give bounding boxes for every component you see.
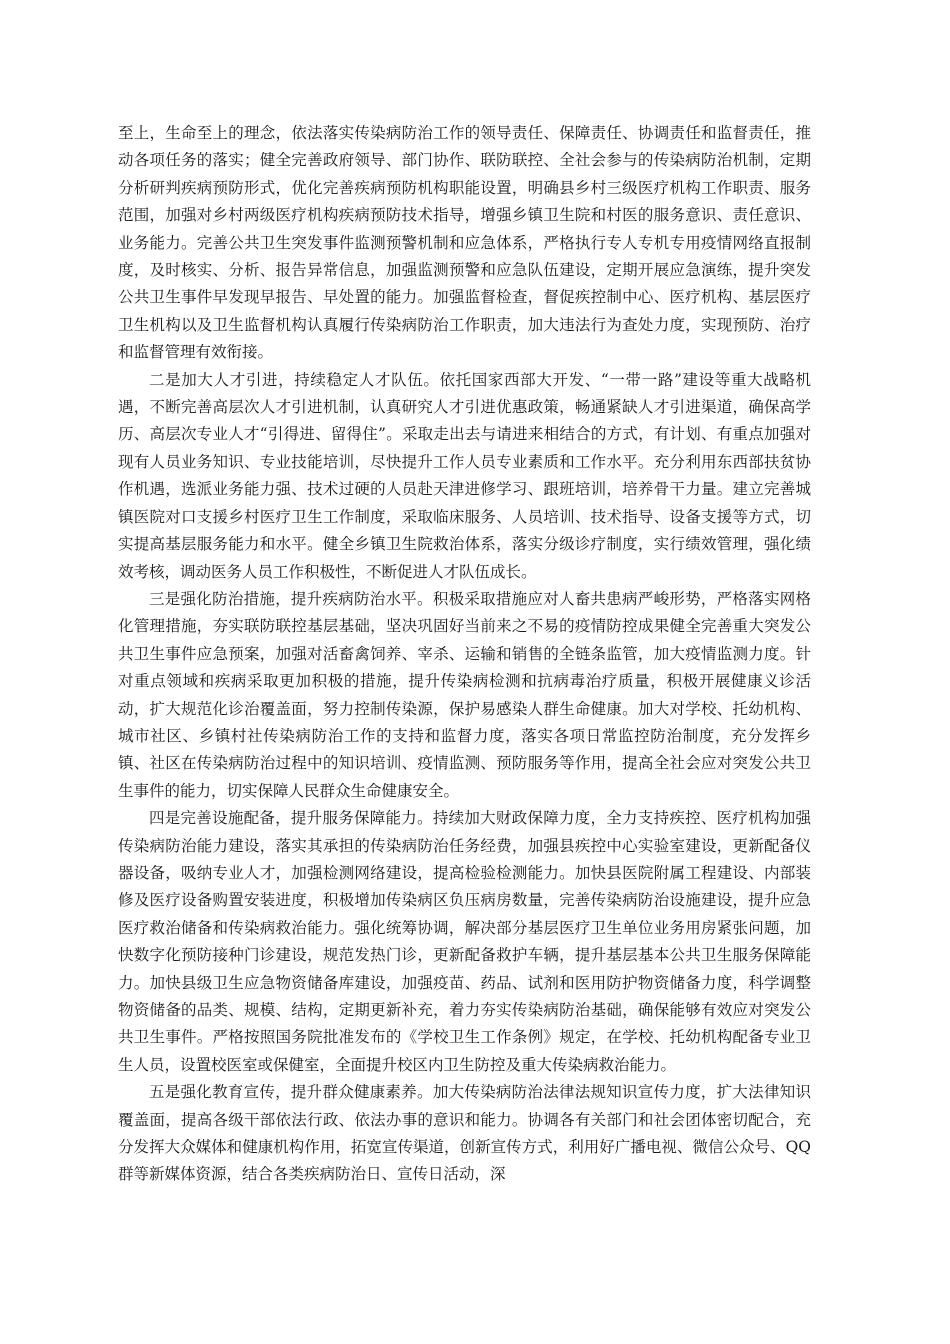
- paragraph-education: 五是强化教育宣传，提升群众健康素养。加大传染病防治法律法规知识宣传力度，扩大法律知识覆盖面，提高各级干部依法行政、依法办事的意识和能力。协调各有关部门和社会团体密切配合，充分发挥大众媒体和健康机构作用，拓宽宣传渠道，创新宣传方式，利用好广播电视、微信公众号、QQ群等新媒体资源，结合各类疾病防治日、宣传日活动，深: [118, 1083, 811, 1184]
- paragraph-prevention: 三是强化防治措施，提升疾病防治水平。积极采取措施应对人畜共患病严峻形势，严格落实网格化管理措施，夯实联防联控基层基础，坚决巩固好当前来之不易的疫情防控成果健全完善重大突发公共卫生事件应急预案，加强对活畜禽饲养、宰杀、运输和销售的全链条监管，加大疫情监测力度。针对重点领域和疾病采取更加积极的措施，提升传染病检测和抗病毒治疗质量，积极开展健康义诊活动，扩大规范化诊治覆盖面，努力控制传染源，保护易感染人群生命健康。加大对学校、托幼机构、城市社区、乡镇村社传染病防治工作的支持和监督力度，落实各项日常监控防治制度，充分发挥乡镇、社区在传染病防治过程中的知识培训、疫情监测、预防服务等作用，提高全社会应对突发公共卫生事件的能力，切实保障人民群众生命健康安全。: [118, 589, 811, 800]
- paragraph-facilities: 四是完善设施配备，提升服务保障能力。持续加大财政保障力度，全力支持疾控、医疗机构加强传染病防治能力建设，落实其承担的传染病防治任务经费，加强县疾控中心实验室建设，更新配备仪器设备，吸纳专业人才，加强检测网络建设，提高检验检测能力。加快县医院附属工程建设、内部装修及医疗设备购置安装进度，积极增加传染病区负压病房数量，完善传染病防治设施建设，提升应急医疗救治储备和传染病救治能力。强化统筹协调，解决部分基层医疗卫生单位业务用房紧张问题，加快数字化预防接种门诊建设，规范发热门诊，更新配备救护车辆，提升基层基本公共卫生服务保障能力。加快县级卫生应急物资储备库建设，加强疫苗、药品、试剂和医用防护物资储备力度，科学调整物资储备的品类、规模、结构，定期更新补充，着力夯实传染病防治基础，确保能够有效应对突发公共卫生事件。严格按照国务院批准发布的《学校卫生工作条例》规定，在学校、托幼机构配备专业卫生人员，设置校医室或保健室，全面提升校区内卫生防控及重大传染病救治能力。: [118, 809, 811, 1074]
- paragraph-talent: 二是加大人才引进，持续稳定人才队伍。依托国家西部大开发、“一带一路”建设等重大战略机遇，不断完善高层次人才引进机制，认真研究人才引进优惠政策，畅通紧缺人才引进渠道，确保高学历、高层次专业人才“引得进、留得住”。采取走出去与请进来相结合的方式，有计划、有重点加强对现有人员业务知识、专业技能培训，尽快提升工作人员专业素质和工作水平。充分利用东西部扶贫协作机遇，选派业务能力强、技术过硬的人员赴天津进修学习、跟班培训，培养骨干力量。建立完善城镇医院对口支援乡村医疗卫生工作制度，采取临床服务、人员培训、技术指导、设备支援等方式，切实提高基层服务能力和水平。健全乡镇卫生院救治体系，落实分级诊疗制度，实行绩效管理，强化绩效考核，调动医务人员工作积极性，不断促进人才队伍成长。: [118, 370, 811, 581]
- document-body: [118, 120, 811, 1189]
- paragraph-continuation: 至上，生命至上的理念，依法落实传染病防治工作的领导责任、保障责任、协调责任和监督责任，推动各项任务的落实；健全完善政府领导、部门协作、联防联控、全社会参与的传染病防治机制，定期分析研判疾病预防形式，优化完善疾病预防机构职能设置，明确县乡村三级医疗机构工作职责、服务范围，加强对乡村两级医疗机构疾病预防技术指导，增强乡镇卫生院和村医的服务意识、责任意识、业务能力。完善公共卫生突发事件监测预警机制和应急体系，严格执行专人专机专用疫情网络直报制度，及时核实、分析、报告异常信息，加强监测预警和应急队伍建设，定期开展应急演练，提升突发公共卫生事件早发现早报告、早处置的能力。加强监督检查，督促疾控制中心、医疗机构、基层医疗卫生机构以及卫生监督机构认真履行传染病防治工作职责，加大违法行为查处力度，实现预防、治疗和监督管理有效衔接。: [118, 124, 811, 362]
